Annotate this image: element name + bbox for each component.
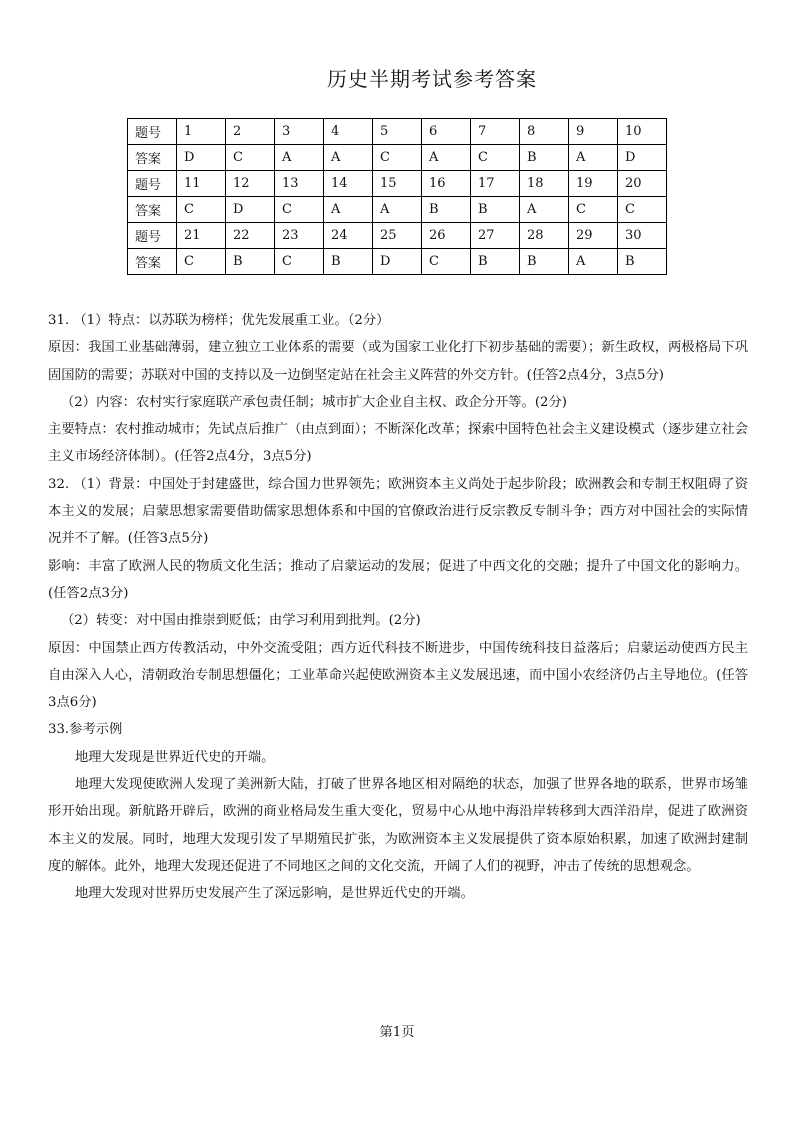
question-number-cell: 24: [324, 223, 373, 249]
paragraph-31-reason: 原因：我国工业基础薄弱，建立独立工业体系的需要（或为国家工业化打下初步基础的需要）；新生政权，两极格局下巩固国防的需要；苏联对中国的支持以及一边倒坚定站在社会主义阵营的外交方针。(任答2点4分，3点5分): [48, 340, 748, 383]
question-number-cell: 27: [471, 223, 520, 249]
answer-table-row-answer: [128, 197, 667, 223]
question-number-cell: 18: [520, 171, 569, 197]
answer-cell: A: [569, 145, 618, 171]
question-number-cell: 30: [618, 223, 667, 249]
question-number-cell: 19: [569, 171, 618, 197]
answer-table-row-number: [128, 223, 667, 249]
answer-cell: A: [520, 197, 569, 223]
question-number-cell: 20: [618, 171, 667, 197]
answer-cell: B: [226, 249, 275, 275]
answer-cell: C: [177, 249, 226, 275]
answer-cell: C: [226, 145, 275, 171]
answer-table-row-number: [128, 119, 667, 145]
row-label-number: 题号: [128, 171, 177, 197]
question-number-cell: 21: [177, 223, 226, 249]
answer-content: [48, 307, 748, 908]
answer-cell: A: [422, 145, 471, 171]
question-number-cell: 9: [569, 119, 618, 145]
answer-cell: A: [324, 197, 373, 223]
question-number-cell: 15: [373, 171, 422, 197]
answer-cell: B: [471, 249, 520, 275]
paragraph-32-1: 32. （1）背景：中国处于封建盛世，综合国力世界领先；欧洲资本主义尚处于起步阶段；欧洲教会和专制王权阻碍了资本主义的发展；启蒙思想家需要借助儒家思想体系和中国的官僚政治进行反宗教反专制斗争；西方对中国社会的实际情况并不了解。(任答3点5分): [48, 476, 748, 547]
question-number-cell: 2: [226, 119, 275, 145]
question-number-cell: 6: [422, 119, 471, 145]
question-number-cell: 4: [324, 119, 373, 145]
question-number-cell: 22: [226, 223, 275, 249]
answer-cell: B: [471, 197, 520, 223]
paragraph-31-1: 31. （1）特点：以苏联为榜样；优先发展重工业。（2分）: [48, 313, 390, 328]
question-number-cell: 13: [275, 171, 324, 197]
paragraph-33-conclusion: 地理大发现对世界历史发展产生了深远影响，是世界近代史的开端。: [75, 886, 474, 902]
answer-cell: C: [569, 197, 618, 223]
question-number-cell: 12: [226, 171, 275, 197]
paragraph-33-body: 地理大发现使欧洲人发现了美洲新大陆，打破了世界各地区相对隔绝的状态，加强了世界各地的联系，世界市场雏形开始出现。新航路开辟后，欧洲的商业格局发生重大变化，贸易中心从地中海沿岸转移到大西洋沿岸，促进了欧洲资本主义的发展。同时，地理大发现引发了早期殖民扩张，为欧洲资本主义发展提供了资本原始积累，加速了欧洲封建制度的解体。此外，地理大发现还促进了不同地区之间的文化交流，开阔了人们的视野，冲击了传统的思想观念。: [48, 777, 748, 874]
row-label-number: 题号: [128, 223, 177, 249]
question-number-cell: 8: [520, 119, 569, 145]
question-number-cell: 10: [618, 119, 667, 145]
answer-cell: C: [177, 197, 226, 223]
row-label-answer: 答案: [128, 197, 177, 223]
answer-cell: C: [422, 249, 471, 275]
question-number-cell: 26: [422, 223, 471, 249]
row-label-number: 题号: [128, 119, 177, 145]
answer-table: [127, 118, 667, 275]
answer-cell: D: [226, 197, 275, 223]
answer-cell: C: [618, 197, 667, 223]
paragraph-32-reason: 原因：中国禁止西方传教活动，中外交流受阻；西方近代科技不断进步，中国传统科技日益落后；启蒙运动使西方民主自由深入人心，清朝政治专制思想僵化；工业革命兴起使欧洲资本主义发展迅速，而中国小农经济仍占主导地位。(任答3点6分): [48, 640, 748, 711]
answer-table-row-answer: [128, 249, 667, 275]
question-number-cell: 25: [373, 223, 422, 249]
answer-cell: B: [618, 249, 667, 275]
paragraph-33-thesis: 地理大发现是世界近代史的开端。: [75, 749, 275, 765]
question-number-cell: 23: [275, 223, 324, 249]
paragraph-32-impact: 影响：丰富了欧洲人民的物质文化生活；推动了启蒙运动的发展；促进了中西文化的交融；提升了中国文化的影响力。(任答2点3分): [48, 558, 748, 601]
answer-cell: B: [520, 249, 569, 275]
question-number-cell: 17: [471, 171, 520, 197]
row-label-answer: 答案: [128, 249, 177, 275]
question-number-cell: 14: [324, 171, 373, 197]
answer-table-row-answer: [128, 145, 667, 171]
question-number-cell: 28: [520, 223, 569, 249]
answer-cell: C: [373, 145, 422, 171]
question-number-cell: 1: [177, 119, 226, 145]
answer-cell: B: [324, 249, 373, 275]
paragraph-31-features: 主要特点：农村推动城市；先试点后推广（由点到面）；不断深化改革；探索中国特色社会主义建设模式（逐步建立社会主义市场经济体制）。(任答2点4分，3点5分): [48, 422, 748, 465]
answer-cell: D: [618, 145, 667, 171]
question-number-cell: 7: [471, 119, 520, 145]
paragraph-33-heading: 33.参考示例: [48, 722, 123, 738]
answer-cell: B: [422, 197, 471, 223]
answer-cell: C: [275, 197, 324, 223]
row-label-answer: 答案: [128, 145, 177, 171]
answer-cell: A: [569, 249, 618, 275]
question-number-cell: 29: [569, 223, 618, 249]
question-number-cell: 5: [373, 119, 422, 145]
answer-table-row-number: [128, 171, 667, 197]
answer-cell: A: [373, 197, 422, 223]
answer-cell: A: [275, 145, 324, 171]
page-number: 第1页: [379, 1025, 415, 1040]
question-number-cell: 3: [275, 119, 324, 145]
answer-cell: A: [324, 145, 373, 171]
answer-cell: D: [373, 249, 422, 275]
question-number-cell: 11: [177, 171, 226, 197]
paragraph-32-2: （2）转变：对中国由推崇到贬低；由学习利用到批判。(2分): [61, 613, 421, 629]
answer-cell: D: [177, 145, 226, 171]
answer-cell: C: [471, 145, 520, 171]
question-number-cell: 16: [422, 171, 471, 197]
answer-cell: B: [520, 145, 569, 171]
answer-cell: C: [275, 249, 324, 275]
paragraph-31-2: （2）内容：农村实行家庭联产承包责任制；城市扩大企业自主权、政企分开等。(2分): [61, 394, 567, 410]
page-title: 历史半期考试参考答案: [327, 67, 537, 91]
